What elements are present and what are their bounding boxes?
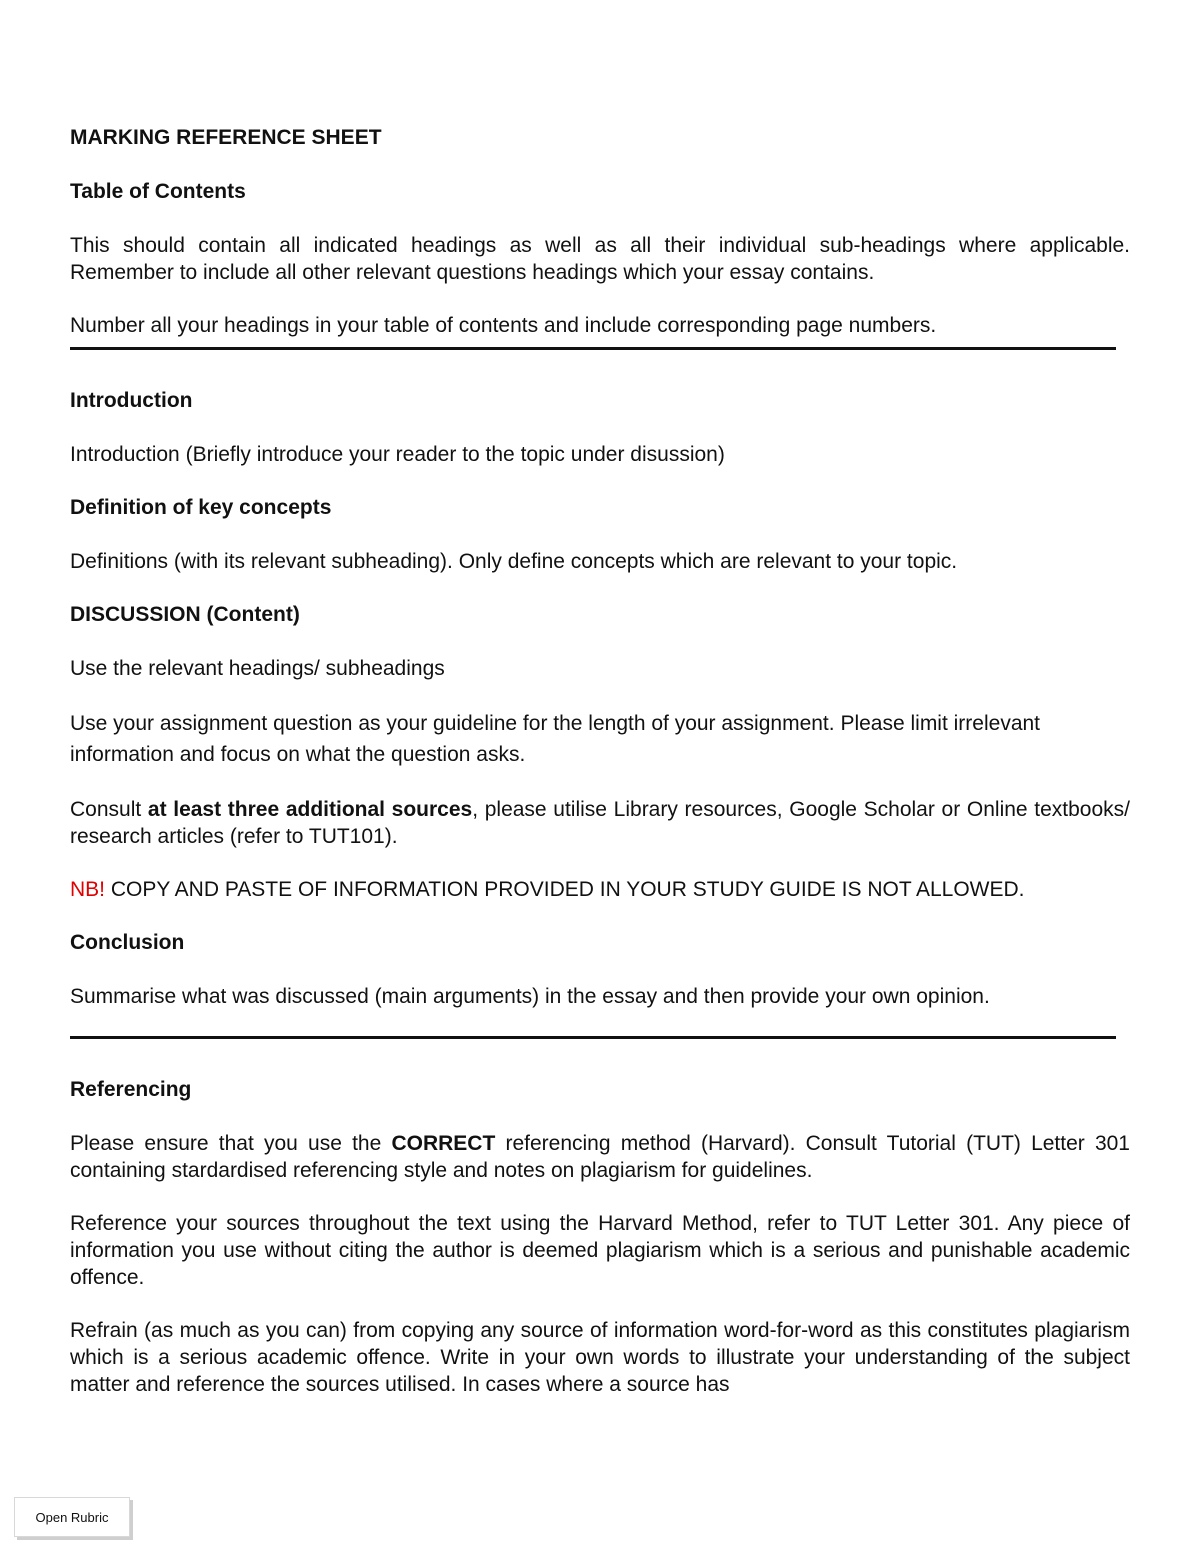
referencing-paragraph-2: Reference your sources throughout the text using the Harvard Method, refer to TUT Letter 301. Any piece of information you use without citing the author is deemed plagiarism which is a serious and punishable academic offence.	[70, 1212, 1130, 1289]
consult-text: Consult	[70, 798, 148, 821]
heading-introduction: Introduction	[70, 389, 193, 412]
conclusion-paragraph: Summarise what was discussed (main arguments) in the essay and then provide your own opinion.	[70, 985, 990, 1008]
heading-table-of-contents: Table of Contents	[70, 180, 246, 203]
heading-conclusion: Conclusion	[70, 931, 185, 954]
discussion-paragraph-3	[70, 796, 1130, 850]
sources-emphasis: at least three additional sources	[147, 798, 473, 821]
discussion-paragraph-2: Use your assignment question as your guideline for the length of your assignment. Please limit irrelevant information and focus on what the question asks.	[70, 712, 1041, 766]
document-title: MARKING REFERENCE SHEET	[70, 126, 382, 149]
toc-paragraph-1: This should contain all indicated headings as well as all their individual sub-headings where applicable. Remember to include all other relevant questions headings which your essay contains.	[70, 234, 1130, 284]
nb-text: COPY AND PASTE OF INFORMATION PROVIDED IN YOUR STUDY GUIDE IS NOT ALLOWED.	[105, 878, 1025, 901]
referencing-paragraph-1	[70, 1130, 1130, 1184]
horizontal-rule	[70, 1036, 1116, 1039]
discussion-paragraph-1: Use the relevant headings/ subheadings	[70, 657, 445, 680]
toc-paragraph-2: Number all your headings in your table of contents and include corresponding page numbers.	[70, 314, 937, 337]
open-rubric-button[interactable]: Open Rubric	[14, 1497, 130, 1537]
heading-discussion: DISCUSSION (Content)	[70, 603, 300, 626]
introduction-paragraph: Introduction (Briefly introduce your reader to the topic under disussion)	[70, 443, 725, 466]
nb-paragraph	[70, 876, 1130, 903]
referencing-text-pre: Please ensure that you use the	[70, 1132, 392, 1155]
nb-label: NB!	[70, 878, 106, 901]
horizontal-rule	[70, 347, 1116, 350]
referencing-paragraph-3: Refrain (as much as you can) from copying any source of information word-for-word as this constitutes plagiarism which is a serious academic offence. Write in your own words to illustrate your understanding of the subject matter and reference the sources utilised. In cases where a source has	[70, 1319, 1130, 1396]
document-page	[70, 124, 1130, 1424]
correct-emphasis: CORRECT	[391, 1132, 496, 1155]
definitions-paragraph: Definitions (with its relevant subheading). Only define concepts which are relevant to your topic.	[70, 550, 958, 573]
referencing-text-post: referencing method (Harvard). Consult Tutorial (TUT) Letter 301 containing stardardised referencing style and notes on plagiarism for guidelines.	[70, 1132, 1130, 1182]
heading-referencing: Referencing	[70, 1078, 192, 1101]
heading-definitions: Definition of key concepts	[70, 496, 332, 519]
sources-text: , please utilise Library resources, Google Scholar or Online textbooks/ research articles (refer to TUT101).	[70, 798, 1130, 848]
